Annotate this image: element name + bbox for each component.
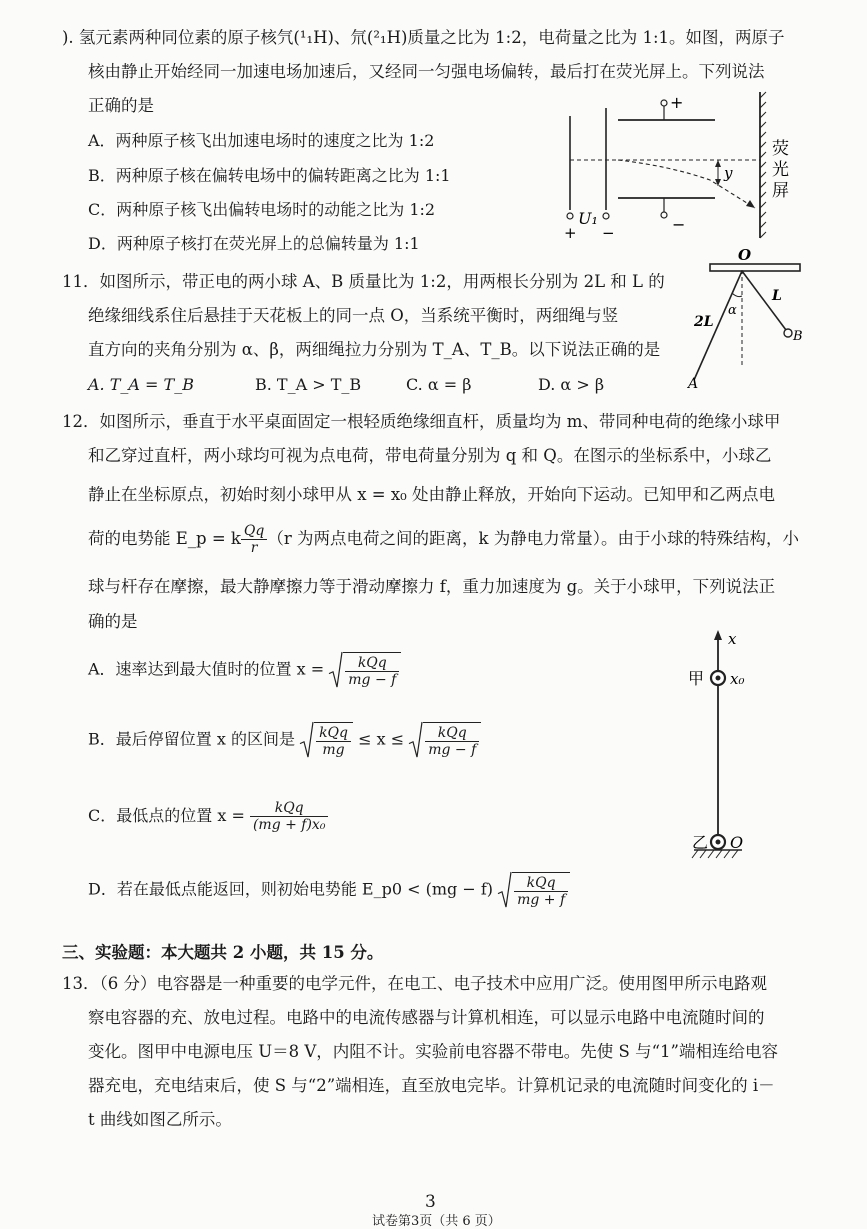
q12-option-b-num1: kQq — [316, 725, 351, 742]
q12-option-b-den2: mg − f — [428, 742, 477, 758]
q12-line5: 球与杆存在摩擦，最大静摩擦力等于滑动摩擦力 f，重力加速度为 g。关于小球甲，下列说法正 — [88, 577, 776, 596]
q13-line1: 13．（6 分）电容器是一种重要的电学元件，在电工、电子技术中应用广泛。使用图甲所示电路观 — [62, 974, 767, 993]
section-3-heading: 三、实验题：本大题共 2 小题，共 15 分。 — [62, 943, 384, 962]
q11-option-c: C. α = β — [406, 375, 472, 394]
q10-option-d: D．两种原子核打在荧光屏上的总偏转量为 1:1 — [88, 234, 420, 253]
q13-line4: 器充电，充电结束后，使 S 与“2”端相连，直至放电完毕。计算机记录的电流随时间变化的 i－ — [88, 1076, 775, 1095]
q11-pendulum-figure — [680, 246, 820, 392]
q12-energy-den: r — [250, 540, 258, 556]
q11-fig-B: B — [793, 329, 803, 344]
q10-fig-screen-3: 屏 — [772, 181, 789, 201]
q10-fig-minus-left: − — [602, 224, 615, 242]
page-footer: 试卷第3页（共 6 页） — [372, 1214, 501, 1229]
q12-fig-x: x — [728, 630, 737, 648]
q12-option-b-den1: mg — [322, 742, 345, 758]
q12-line4-lead: 荷的电势能 E_p = k — [88, 529, 241, 548]
q12-option-d-text: D．若在最低点能返回，则初始电势能 E_p0 < (mg − f) — [88, 879, 493, 899]
q13-line5: t 曲线如图乙所示。 — [88, 1110, 232, 1129]
q12-option-a-den: mg − f — [348, 672, 397, 688]
q11-fig-alpha: α — [728, 303, 737, 318]
q10-option-b: B．两种原子核在偏转电场中的偏转距离之比为 1:1 — [88, 166, 451, 185]
q10-fig-screen-1: 荧 — [772, 139, 789, 159]
q13-line3: 变化。图甲中电源电压 U＝8 V，内阻不计。实验前电容器不带电。先使 S 与“1”端相连给电容 — [88, 1042, 778, 1061]
q12-option-a-text: A．速率达到最大值时的位置 x = — [88, 659, 325, 679]
q12-fig-x0: x₀ — [730, 670, 745, 688]
q12-energy-fraction — [241, 523, 267, 556]
q12-option-a-sqrt — [329, 652, 401, 688]
q10-fig-minus-bottom: − — [672, 215, 686, 234]
q12-option-c-num: kQq — [250, 800, 328, 817]
q12-option-b — [88, 722, 481, 758]
q10-line3: 正确的是 — [88, 96, 154, 115]
q12-line4-tail: （r 为两点电荷之间的距离，k 为静电力常量）。由于小球的特殊结构，小 — [267, 529, 800, 548]
q12-option-c — [88, 800, 328, 833]
q11-fig-A: A — [688, 376, 699, 392]
q12-fig-jia: 甲 — [688, 669, 705, 688]
q10-line1: ). 氢元素两种同位素的原子核氕(¹₁H)、氘(²₁H)质量之比为 1:2，电荷量之比为 1:1。如图，两原子 — [62, 28, 785, 47]
q12-option-d-sqrt — [498, 872, 570, 908]
q13-line2: 察电容器的充、放电过程。电路中的电流传感器与计算机相连，可以显示电路中电流随时间的 — [88, 1008, 765, 1027]
q10-fig-plus-top: + — [670, 93, 684, 112]
q10-option-c: C．两种原子核飞出偏转电场时的动能之比为 1:2 — [88, 200, 436, 219]
q11-fig-L: L — [772, 288, 782, 304]
q12-line1: 12．如图所示，垂直于水平桌面固定一根轻质绝缘细直杆，质量均为 m、带同种电荷的绝缘小球甲 — [62, 412, 781, 431]
q11-option-d: D. α > β — [538, 375, 605, 394]
q10-deflection-figure — [560, 88, 800, 248]
q11-option-b: B. T_A > T_B — [255, 375, 362, 394]
page-number: 3 — [425, 1192, 436, 1212]
q12-line6: 确的是 — [88, 612, 138, 631]
q12-option-a — [88, 652, 401, 688]
q12-option-d-num: kQq — [514, 875, 568, 892]
q10-fig-u1: U₁ — [578, 209, 598, 228]
q12-line4 — [88, 523, 799, 556]
q11-line1: 11．如图所示，带正电的两小球 A、B 质量比为 1:2，用两根长分别为 2L 和 L 的 — [62, 272, 665, 291]
q10-line2: 核由静止开始经同一加速电场加速后，又经同一匀强电场偏转，最后打在荧光屏上。下列说法 — [88, 62, 765, 81]
q12-option-b-sqrt2 — [409, 722, 481, 758]
q12-option-a-num: kQq — [345, 655, 399, 672]
q12-fig-yi: 乙 — [692, 833, 709, 852]
q12-option-d — [88, 872, 570, 908]
q10-fig-y: y — [724, 164, 733, 182]
q12-line2: 和乙穿过直杆，两小球均可视为点电荷，带电荷量分别为 q 和 Q。在图示的坐标系中，小球乙 — [88, 446, 772, 465]
q12-fig-O: O — [730, 833, 744, 852]
q10-fig-plus-left: + — [564, 224, 577, 242]
q12-option-c-den: (mg + f)x₀ — [252, 817, 326, 833]
q11-option-a: A. T_A = T_B — [88, 375, 194, 394]
q10-option-a: A．两种原子核飞出加速电场时的速度之比为 1:2 — [88, 131, 435, 150]
q12-option-b-sqrt1 — [300, 722, 353, 758]
q12-option-b-mid: ≤ x ≤ — [358, 729, 405, 749]
q11-fig-2L: 2L — [694, 314, 714, 330]
q12-option-d-den: mg + f — [517, 892, 566, 908]
q10-fig-screen-2: 光 — [772, 160, 789, 180]
q12-option-b-text: B．最后停留位置 x 的区间是 — [88, 729, 295, 749]
q11-fig-O: O — [738, 246, 752, 264]
q12-rod-figure — [680, 628, 780, 868]
q12-energy-num: Qq — [241, 523, 267, 540]
q11-line2: 绝缘细线系住后悬挂于天花板上的同一点 O，当系统平衡时，两细绳与竖 — [88, 306, 619, 325]
q12-line3: 静止在坐标原点，初始时刻小球甲从 x = x₀ 处由静止释放，开始向下运动。已知甲和乙两点电 — [88, 485, 776, 504]
q11-line3: 直方向的夹角分别为 α、β，两细绳拉力分别为 T_A、T_B。以下说法正确的是 — [88, 340, 661, 359]
q12-option-c-text: C．最低点的位置 x = — [88, 806, 245, 825]
q12-option-b-num2: kQq — [425, 725, 479, 742]
